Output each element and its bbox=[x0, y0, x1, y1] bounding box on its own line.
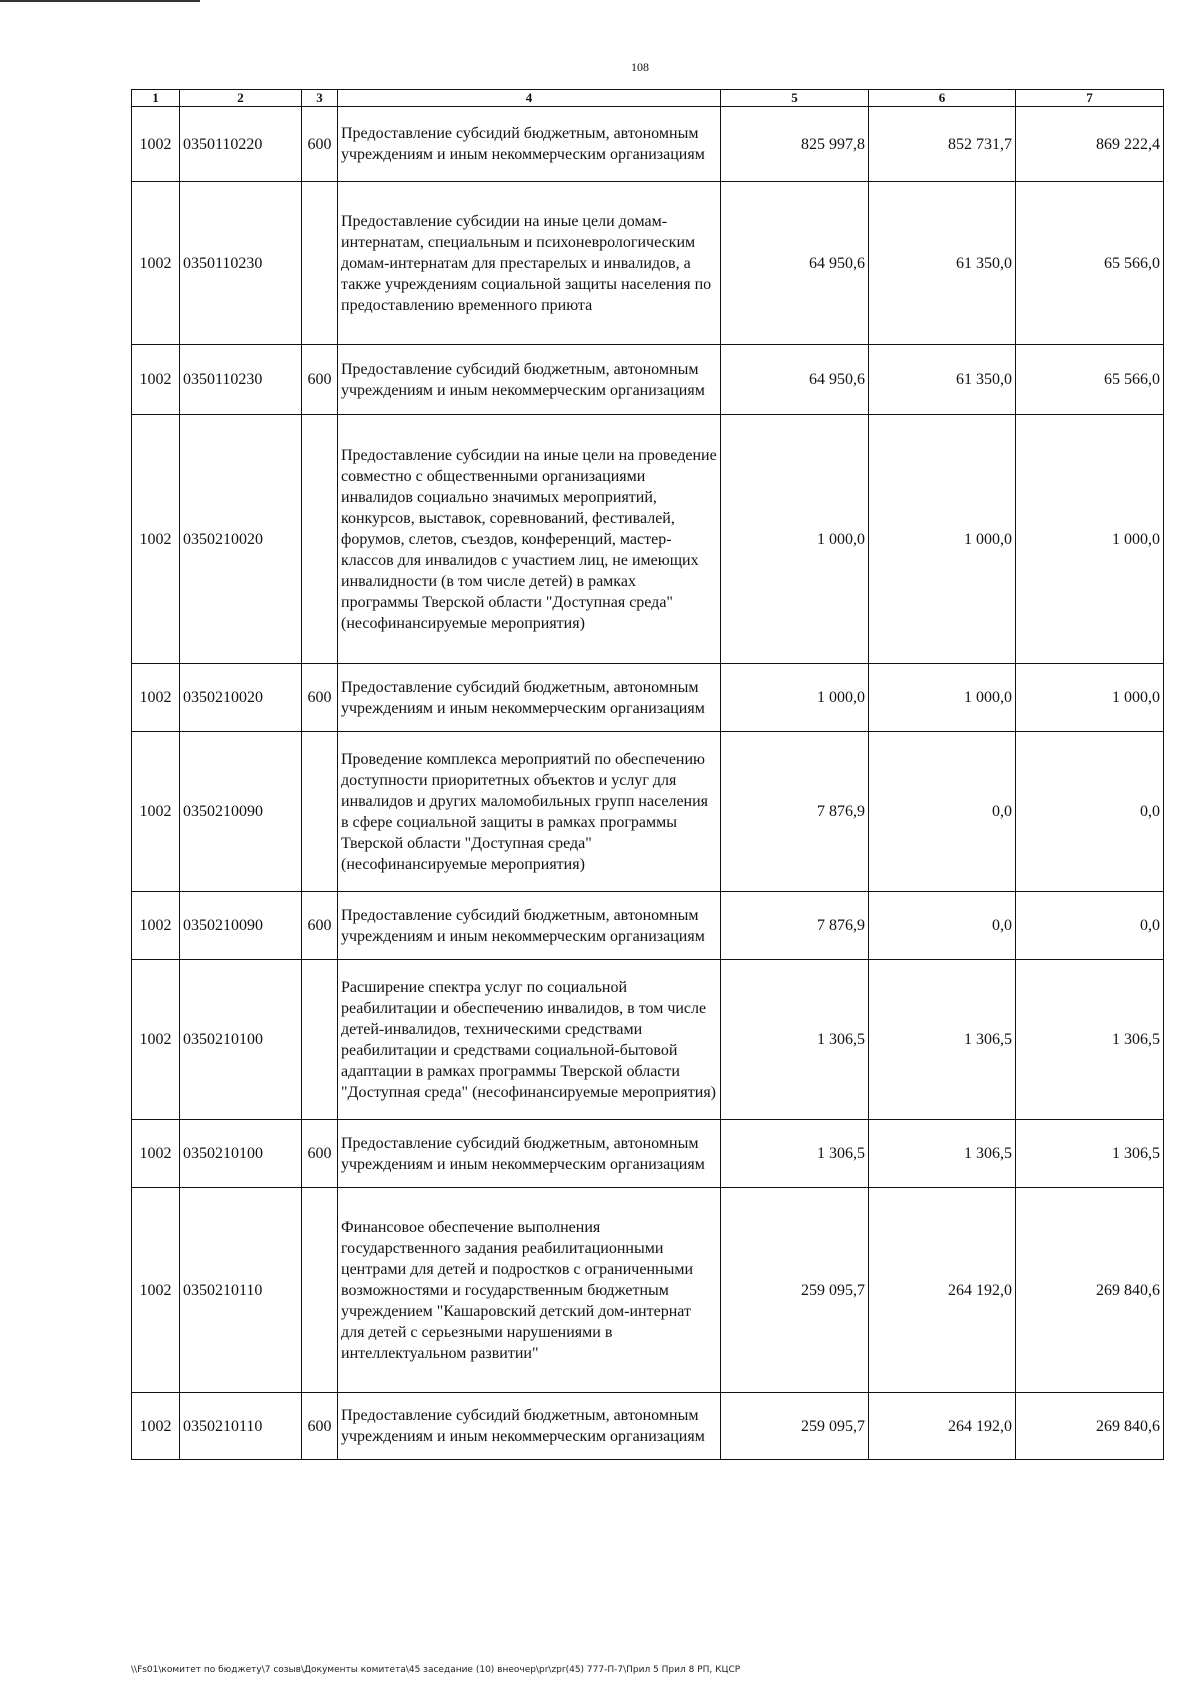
expense-type-code bbox=[302, 960, 338, 1120]
item-name: Предоставление субсидий бюджетным, автономным учреждениям и иным некоммерческим организациям bbox=[338, 345, 721, 415]
amount-year-3: 1 306,5 bbox=[1016, 1120, 1164, 1188]
table-row bbox=[132, 1120, 1164, 1188]
section-code: 1002 bbox=[132, 1393, 180, 1460]
table-row bbox=[132, 664, 1164, 732]
amount-year-1: 7 876,9 bbox=[721, 892, 869, 960]
column-header: 7 bbox=[1016, 90, 1164, 107]
column-header: 3 bbox=[302, 90, 338, 107]
expense-type-code bbox=[302, 182, 338, 345]
item-name: Предоставление субсидии на иные цели домам-интернатам, специальным и психоневрологическим домам-интернатам для престарелых и инвалидов, а также учреждениям социальной защиты населения по предоставлению временного приюта bbox=[338, 182, 721, 345]
amount-year-2: 1 000,0 bbox=[869, 664, 1016, 732]
expense-type-code bbox=[302, 732, 338, 892]
target-article-code: 0350210090 bbox=[180, 892, 302, 960]
item-name: Предоставление субсидий бюджетным, автономным учреждениям и иным некоммерческим организациям bbox=[338, 892, 721, 960]
table-row bbox=[132, 182, 1164, 345]
section-code: 1002 bbox=[132, 182, 180, 345]
table-row bbox=[132, 1188, 1164, 1393]
item-name: Предоставление субсидий бюджетным, автономным учреждениям и иным некоммерческим организациям bbox=[338, 107, 721, 182]
table-row bbox=[132, 892, 1164, 960]
expense-type-code bbox=[302, 415, 338, 664]
section-code: 1002 bbox=[132, 107, 180, 182]
table-row bbox=[132, 345, 1164, 415]
item-name: Предоставление субсидий бюджетным, автономным учреждениям и иным некоммерческим организациям bbox=[338, 664, 721, 732]
expense-type-code: 600 bbox=[302, 1120, 338, 1188]
table-row bbox=[132, 960, 1164, 1120]
amount-year-2: 0,0 bbox=[869, 892, 1016, 960]
target-article-code: 0350210110 bbox=[180, 1188, 302, 1393]
section-code: 1002 bbox=[132, 892, 180, 960]
amount-year-2: 1 306,5 bbox=[869, 1120, 1016, 1188]
item-name: Предоставление субсидий бюджетным, автономным учреждениям и иным некоммерческим организациям bbox=[338, 1393, 721, 1460]
amount-year-2: 61 350,0 bbox=[869, 182, 1016, 345]
amount-year-3: 1 306,5 bbox=[1016, 960, 1164, 1120]
section-code: 1002 bbox=[132, 1188, 180, 1393]
section-code: 1002 bbox=[132, 960, 180, 1120]
column-header: 4 bbox=[338, 90, 721, 107]
amount-year-3: 1 000,0 bbox=[1016, 664, 1164, 732]
expense-type-code: 600 bbox=[302, 1393, 338, 1460]
amount-year-2: 0,0 bbox=[869, 732, 1016, 892]
amount-year-1: 64 950,6 bbox=[721, 345, 869, 415]
target-article-code: 0350210020 bbox=[180, 664, 302, 732]
target-article-code: 0350110230 bbox=[180, 345, 302, 415]
target-article-code: 0350110220 bbox=[180, 107, 302, 182]
item-name: Предоставление субсидии на иные цели на проведение совместно с общественными организациями инвалидов социально значимых мероприятий, конкурсов, выставок, соревнований, фестивалей, форумов, слетов, съездов, конференций, мастер-классов для инвалидов с участием лиц, не имеющих инвалидности (в том числе детей) в рамках программы Тверской области "Доступная среда" (несофинансируемые мероприятия) bbox=[338, 415, 721, 664]
amount-year-1: 1 306,5 bbox=[721, 1120, 869, 1188]
amount-year-3: 869 222,4 bbox=[1016, 107, 1164, 182]
column-header: 1 bbox=[132, 90, 180, 107]
target-article-code: 0350210110 bbox=[180, 1393, 302, 1460]
budget-table bbox=[131, 89, 1164, 1460]
expense-type-code: 600 bbox=[302, 345, 338, 415]
amount-year-3: 0,0 bbox=[1016, 892, 1164, 960]
amount-year-1: 64 950,6 bbox=[721, 182, 869, 345]
amount-year-3: 65 566,0 bbox=[1016, 345, 1164, 415]
amount-year-3: 269 840,6 bbox=[1016, 1393, 1164, 1460]
target-article-code: 0350110230 bbox=[180, 182, 302, 345]
amount-year-2: 852 731,7 bbox=[869, 107, 1016, 182]
amount-year-1: 1 000,0 bbox=[721, 664, 869, 732]
section-code: 1002 bbox=[132, 415, 180, 664]
amount-year-3: 269 840,6 bbox=[1016, 1188, 1164, 1393]
file-path-footer: \\Fs01\комитет по бюджету\7 созыв\Документы комитета\45 заседание (10) внеочер\pr\zpr(45) 777-П-7\Прил 5 Прил 8 РП, КЦСР bbox=[131, 1665, 741, 1675]
amount-year-2: 264 192,0 bbox=[869, 1393, 1016, 1460]
amount-year-1: 259 095,7 bbox=[721, 1188, 869, 1393]
table-row bbox=[132, 1393, 1164, 1460]
section-code: 1002 bbox=[132, 1120, 180, 1188]
item-name: Финансовое обеспечение выполнения государственного задания реабилитационными центрами для детей и подростков с ограниченными возможностями и государственным бюджетным учреждением "Кашаровский детский дом-интернат для детей с серьезными нарушениями в интеллектуальном развитии" bbox=[338, 1188, 721, 1393]
section-code: 1002 bbox=[132, 732, 180, 892]
header-row bbox=[132, 90, 1164, 107]
amount-year-3: 0,0 bbox=[1016, 732, 1164, 892]
amount-year-1: 7 876,9 bbox=[721, 732, 869, 892]
amount-year-2: 1 000,0 bbox=[869, 415, 1016, 664]
table-row bbox=[132, 107, 1164, 182]
column-header: 6 bbox=[869, 90, 1016, 107]
section-code: 1002 bbox=[132, 664, 180, 732]
table-row bbox=[132, 415, 1164, 664]
amount-year-2: 61 350,0 bbox=[869, 345, 1016, 415]
item-name: Расширение спектра услуг по социальной реабилитации и обеспечению инвалидов, в том числе детей-инвалидов, техническими средствами реабилитации и средствами социальной-бытовой адаптации в рамках программы Тверской области "Доступная среда" (несофинансируемые мероприятия) bbox=[338, 960, 721, 1120]
expense-type-code: 600 bbox=[302, 107, 338, 182]
column-header: 5 bbox=[721, 90, 869, 107]
item-name: Предоставление субсидий бюджетным, автономным учреждениям и иным некоммерческим организациям bbox=[338, 1120, 721, 1188]
column-header: 2 bbox=[180, 90, 302, 107]
item-name: Проведение комплекса мероприятий по обеспечению доступности приоритетных объектов и услуг для инвалидов и других маломобильных групп населения в сфере социальной защиты в рамках программы Тверской области "Доступная среда" (несофинансируемые мероприятия) bbox=[338, 732, 721, 892]
amount-year-3: 1 000,0 bbox=[1016, 415, 1164, 664]
amount-year-2: 264 192,0 bbox=[869, 1188, 1016, 1393]
page-number: 108 bbox=[631, 60, 649, 74]
amount-year-1: 259 095,7 bbox=[721, 1393, 869, 1460]
target-article-code: 0350210100 bbox=[180, 960, 302, 1120]
expense-type-code: 600 bbox=[302, 664, 338, 732]
section-code: 1002 bbox=[132, 345, 180, 415]
table-row bbox=[132, 732, 1164, 892]
target-article-code: 0350210090 bbox=[180, 732, 302, 892]
amount-year-3: 65 566,0 bbox=[1016, 182, 1164, 345]
amount-year-1: 1 306,5 bbox=[721, 960, 869, 1120]
amount-year-2: 1 306,5 bbox=[869, 960, 1016, 1120]
target-article-code: 0350210100 bbox=[180, 1120, 302, 1188]
amount-year-1: 1 000,0 bbox=[721, 415, 869, 664]
scan-edge-line bbox=[0, 0, 200, 2]
target-article-code: 0350210020 bbox=[180, 415, 302, 664]
expense-type-code: 600 bbox=[302, 892, 338, 960]
amount-year-1: 825 997,8 bbox=[721, 107, 869, 182]
expense-type-code bbox=[302, 1188, 338, 1393]
